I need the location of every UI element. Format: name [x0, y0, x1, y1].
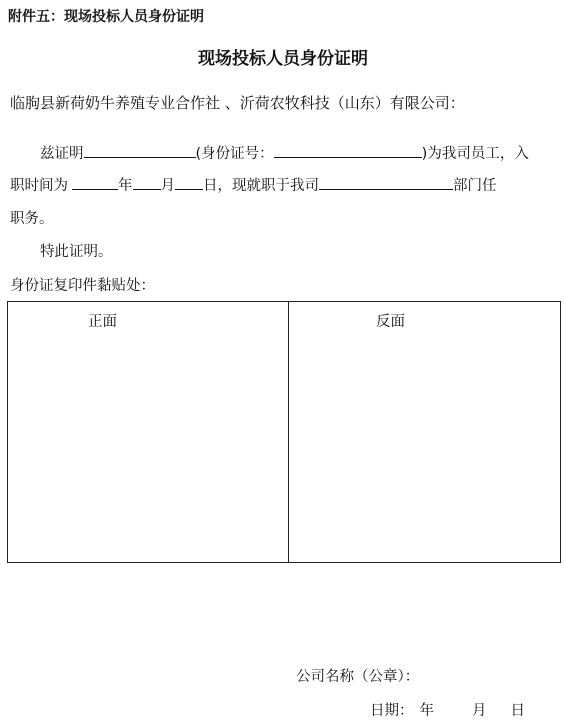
id-number-blank[interactable] [274, 143, 422, 158]
id-back-label: 反面 [376, 314, 405, 330]
hire-date-prefix: 职时间为 [10, 178, 68, 194]
id-copy-box [7, 301, 561, 563]
department-suffix: 部门任 [453, 178, 497, 194]
hire-month-blank[interactable] [133, 175, 161, 190]
id-number-close: )为我司员工，入 [421, 146, 529, 162]
id-number-open: (身份证号： [195, 146, 274, 162]
id-copy-label: 身份证复印件黏贴处： [10, 278, 155, 294]
date-label: 日期： [370, 703, 414, 719]
document-title: 现场投标人员身份证明 [198, 49, 368, 69]
day-clause: 日，现就职于我司 [203, 178, 319, 194]
company-name-label: 公司名称（公章）： [296, 669, 420, 685]
addressee-line: 临朐县新荷奶牛养殖专业合作社 、沂荷农牧科技（山东）有限公司： [10, 94, 465, 112]
date-day-label: 日 [510, 703, 525, 719]
date-line [370, 699, 525, 720]
certify-line-2 [10, 174, 497, 195]
hire-month-label: 月 [160, 178, 175, 194]
id-box-divider [288, 302, 289, 562]
department-blank[interactable] [319, 175, 453, 190]
id-front-label: 正面 [88, 314, 117, 330]
attachment-label: 附件五：现场投标人员身份证明 [8, 9, 204, 25]
date-month-label: 月 [472, 703, 487, 719]
date-year-label: 年 [419, 703, 434, 719]
certify-line-1 [40, 142, 529, 163]
hire-day-blank[interactable] [175, 175, 203, 190]
name-blank[interactable] [84, 143, 196, 158]
hire-year-blank[interactable] [72, 175, 118, 190]
closing-statement: 特此证明。 [40, 244, 113, 260]
duty-line: 职务。 [10, 211, 54, 227]
certify-prefix: 兹证明 [40, 146, 84, 162]
hire-year-label: 年 [118, 178, 133, 194]
